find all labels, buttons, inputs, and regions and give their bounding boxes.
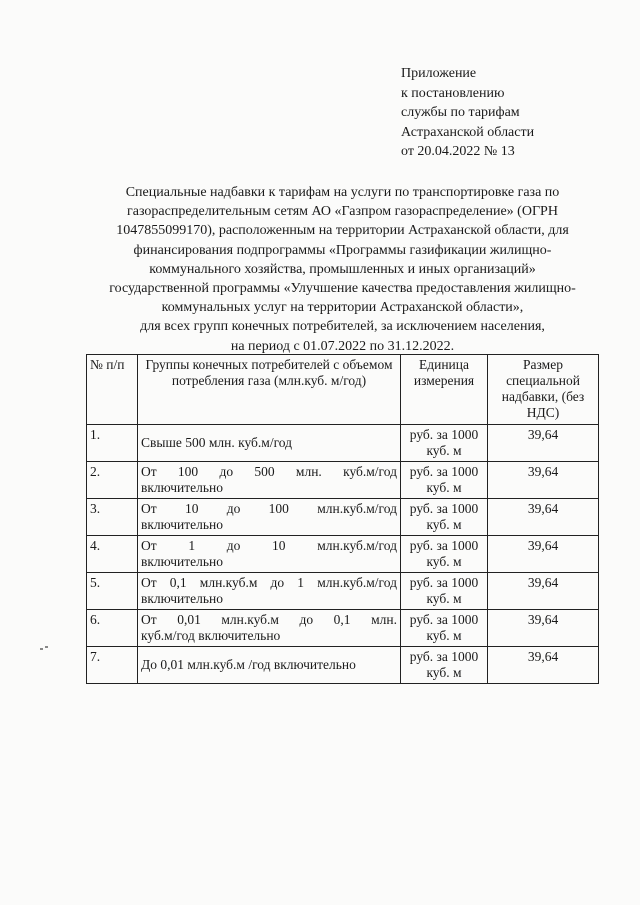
heading-line: 1047855099170), расположенным на территории Астраханской области, для (116, 223, 569, 239)
header-number: № п/п (87, 355, 138, 425)
consumer-group-line2: включительно (141, 517, 224, 532)
consumer-group-line2: включительно (141, 554, 224, 569)
heading-line: государственной программы «Улучшение качества предоставления жилищно- (109, 281, 576, 297)
table-row (87, 499, 599, 536)
consumer-group-line1: Свыше 500 млн. куб.м/год (141, 435, 292, 450)
row-number: 1. (87, 425, 138, 462)
row-consumer-group (138, 425, 401, 462)
header-unit: Единица измерения (401, 355, 488, 425)
appendix-line: службы по тарифам (401, 105, 520, 120)
appendix-line: к постановлению (401, 85, 505, 101)
table-row (87, 425, 599, 462)
consumer-group-line1: До 0,01 млн.куб.м /год включительно (141, 657, 356, 672)
row-number: 4. (87, 536, 138, 573)
consumer-group-line1: От 0,01 млн.куб.м до 0,1 млн. (141, 612, 397, 627)
row-unit: руб. за 1000 куб. м (401, 425, 488, 462)
appendix-line: от 20.04.2022 № 13 (401, 144, 515, 159)
row-number: 7. (87, 647, 138, 684)
row-amount: 39,64 (488, 610, 599, 647)
row-consumer-group (138, 462, 401, 499)
row-consumer-group (138, 499, 401, 536)
row-number: 3. (87, 499, 138, 536)
row-amount: 39,64 (488, 462, 599, 499)
row-unit: руб. за 1000 куб. м (401, 573, 488, 610)
table-row (87, 610, 599, 647)
row-number: 5. (87, 573, 138, 610)
table-row (87, 462, 599, 499)
header-groups: Группы конечных потребителей с объемом потребления газа (млн.куб. м/год) (138, 355, 401, 425)
table-row (87, 536, 599, 573)
consumer-group-line2: включительно (141, 591, 224, 606)
table-row (87, 573, 599, 610)
heading-line: на период с 01.07.2022 по 31.12.2022. (230, 338, 455, 354)
heading-line: коммунального хозяйства, промышленных и иных организаций» (149, 261, 536, 277)
row-consumer-group (138, 610, 401, 647)
heading-line: коммунальных услуг на территории Астраханской области», (161, 300, 524, 316)
row-unit: руб. за 1000 куб. м (401, 610, 488, 647)
row-consumer-group (138, 647, 401, 684)
heading-line: газораспределительным сетям АО «Газпром газораспределение» (ОГРН (127, 204, 558, 220)
row-amount: 39,64 (488, 647, 599, 684)
consumer-group-line1: От 1 до 10 млн.куб.м/год (141, 538, 397, 553)
tariff-table (86, 354, 599, 684)
row-amount: 39,64 (488, 499, 599, 536)
consumer-group-line2: куб.м/год включительно (141, 628, 281, 643)
table-row (87, 647, 599, 684)
row-unit: руб. за 1000 куб. м (401, 499, 488, 536)
row-number: 2. (87, 462, 138, 499)
appendix-block (401, 64, 601, 162)
consumer-group-line1: От 100 до 500 млн. куб.м/год (141, 464, 397, 479)
appendix-line: Приложение (401, 66, 477, 81)
row-unit: руб. за 1000 куб. м (401, 536, 488, 573)
heading-line: Специальные надбавки к тарифам на услуги по транспортировке газа по (125, 185, 560, 200)
row-amount: 39,64 (488, 536, 599, 573)
appendix-line: Астраханской области (401, 124, 535, 140)
row-consumer-group (138, 536, 401, 573)
consumer-group-line1: От 0,1 млн.куб.м до 1 млн.куб.м/год (141, 575, 397, 590)
consumer-group-line1: От 10 до 100 млн.куб.м/год (141, 501, 397, 516)
row-number: 6. (87, 610, 138, 647)
heading-line: финансирования подпрограммы «Программы газификации жилищно- (133, 242, 552, 258)
header-amount: Размер специальной надбавки, (без НДС) (488, 355, 599, 425)
table-header-row (87, 355, 599, 425)
document-heading (60, 183, 625, 356)
heading-line: для всех групп конечных потребителей, за исключением населения, (140, 319, 545, 335)
row-amount: 39,64 (488, 573, 599, 610)
row-unit: руб. за 1000 куб. м (401, 647, 488, 684)
row-consumer-group (138, 573, 401, 610)
row-amount: 39,64 (488, 425, 599, 462)
scan-mark (40, 645, 52, 651)
consumer-group-line2: включительно (141, 480, 224, 495)
row-unit: руб. за 1000 куб. м (401, 462, 488, 499)
